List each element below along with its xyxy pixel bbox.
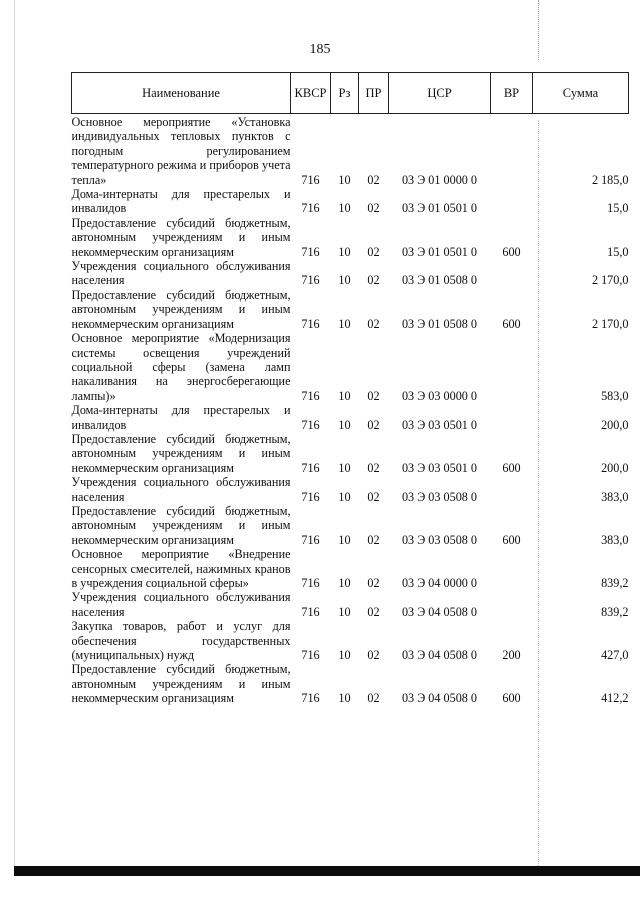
row-vr: 600 <box>502 244 521 259</box>
header-csr: ЦСР <box>389 73 491 114</box>
table-row <box>72 216 629 259</box>
row-csr: 03 Э 01 0508 0 <box>401 273 478 288</box>
row-rz: 10 <box>338 576 351 590</box>
row-kvsr: 716 <box>301 273 320 288</box>
row-kvsr: 716 <box>301 648 320 663</box>
row-kvsr: 716 <box>301 316 320 331</box>
row-csr: 03 Э 01 0501 0 <box>401 244 478 259</box>
row-csr: 03 Э 03 0000 0 <box>401 388 478 403</box>
row-pr: 02 <box>367 244 380 259</box>
row-name: Закупка товаров, работ и услуг для обеспечения государственных (муниципальных) нужд <box>71 619 291 663</box>
row-csr: 03 Э 03 0501 0 <box>401 417 478 432</box>
row-name: Основное мероприятие «Модернизация системы освещения учреждений социальной сферы (замена ламп накаливания на энергосберегающие лампы)» <box>71 331 291 403</box>
header-name: Наименование <box>72 73 291 114</box>
row-sum: 2 170,0 <box>591 273 629 288</box>
row-kvsr: 716 <box>301 489 320 504</box>
row-sum: 15,0 <box>607 201 629 216</box>
row-kvsr: 716 <box>301 691 320 706</box>
header-vr: ВР <box>491 73 533 114</box>
row-rz: 10 <box>338 388 351 403</box>
row-vr: 600 <box>502 532 521 547</box>
row-csr: 03 Э 04 0508 0 <box>401 648 478 663</box>
row-name: Дома-интернаты для престарелых и инвалидов <box>71 187 291 216</box>
row-name: Дома-интернаты для престарелых и инвалидов <box>71 403 291 432</box>
row-sum: 383,0 <box>601 532 629 547</box>
row-pr: 02 <box>367 460 380 475</box>
row-rz: 10 <box>338 648 351 663</box>
table-header-row <box>72 73 629 114</box>
table-row <box>72 504 629 547</box>
row-rz: 10 <box>338 201 351 216</box>
table-row <box>72 288 629 331</box>
row-vr: 200 <box>502 648 521 663</box>
row-pr: 02 <box>367 388 380 403</box>
row-name: Основное мероприятие «Установка индивидуальных тепловых пунктов с погодным регулированием температурного режима и приборов учета тепла» <box>71 115 291 187</box>
row-pr: 02 <box>367 532 380 547</box>
row-csr: 03 Э 03 0508 0 <box>401 532 478 547</box>
row-sum: 2 185,0 <box>591 172 629 187</box>
row-pr: 02 <box>367 172 380 187</box>
row-pr: 02 <box>367 604 380 619</box>
row-kvsr: 716 <box>301 417 320 432</box>
row-vr <box>491 114 533 188</box>
row-vr <box>491 259 533 288</box>
row-kvsr: 716 <box>301 201 320 216</box>
row-rz: 10 <box>338 172 351 187</box>
table-row <box>72 662 629 705</box>
table-row <box>72 187 629 216</box>
row-vr <box>491 331 533 403</box>
row-name: Учреждения социального обслуживания населения <box>71 259 291 288</box>
table-row <box>72 619 629 662</box>
row-vr <box>491 475 533 504</box>
row-vr: 600 <box>502 460 521 475</box>
row-rz: 10 <box>338 244 351 259</box>
row-sum: 200,0 <box>601 417 629 432</box>
row-rz: 10 <box>338 489 351 504</box>
row-name: Предоставление субсидий бюджетным, автономным учреждениям и иным некоммерческим организациям <box>71 431 291 475</box>
row-pr: 02 <box>367 417 380 432</box>
row-sum: 839,2 <box>601 576 629 590</box>
table-row <box>72 259 629 288</box>
row-rz: 10 <box>338 273 351 288</box>
row-pr: 02 <box>367 691 380 706</box>
row-name: Предоставление субсидий бюджетным, автономным учреждениям и иным некоммерческим организациям <box>71 662 291 706</box>
table-row <box>72 403 629 432</box>
page-number: 185 <box>309 42 331 57</box>
row-kvsr: 716 <box>301 604 320 619</box>
row-csr: 03 Э 04 0508 0 <box>401 691 478 706</box>
row-csr: 03 Э 01 0508 0 <box>401 316 478 331</box>
row-csr: 03 Э 03 0508 0 <box>401 489 478 504</box>
row-rz: 10 <box>338 532 351 547</box>
row-vr <box>491 547 533 590</box>
row-rz: 10 <box>338 316 351 331</box>
row-kvsr: 716 <box>301 388 320 403</box>
row-pr: 02 <box>367 316 380 331</box>
row-sum: 412,2 <box>601 691 629 706</box>
row-sum: 839,2 <box>601 604 629 619</box>
row-kvsr: 716 <box>301 172 320 187</box>
table-row <box>72 547 629 590</box>
row-name: Учреждения социального обслуживания населения <box>71 475 291 504</box>
row-sum: 200,0 <box>601 460 629 475</box>
row-name: Предоставление субсидий бюджетным, автономным учреждениям и иным некоммерческим организациям <box>71 287 291 331</box>
row-pr: 02 <box>367 201 380 216</box>
row-csr: 03 Э 04 0508 0 <box>401 604 478 619</box>
row-rz: 10 <box>338 604 351 619</box>
row-pr: 02 <box>367 273 380 288</box>
row-sum: 583,0 <box>601 388 629 403</box>
row-sum: 2 170,0 <box>591 316 629 331</box>
scan-left-edge <box>14 0 15 866</box>
row-kvsr: 716 <box>301 244 320 259</box>
row-sum: 383,0 <box>601 489 629 504</box>
header-rz: Рз <box>331 73 359 114</box>
row-rz: 10 <box>338 460 351 475</box>
row-csr: 03 Э 03 0501 0 <box>401 460 478 475</box>
row-sum: 15,0 <box>607 244 629 259</box>
row-kvsr: 716 <box>301 576 320 590</box>
row-kvsr: 716 <box>301 460 320 475</box>
row-csr: 03 Э 01 0000 0 <box>401 172 478 187</box>
row-name: Учреждения социального обслуживания населения <box>71 590 291 619</box>
row-vr: 600 <box>502 316 521 331</box>
row-name: Предоставление субсидий бюджетным, автономным учреждениям и иным некоммерческим организациям <box>71 503 291 547</box>
row-name: Предоставление субсидий бюджетным, автономным учреждениям и иным некоммерческим организациям <box>71 215 291 259</box>
row-name: Основное мероприятие «Внедрение сенсорных смесителей, нажимных кранов в учреждения социальной сферы» <box>71 547 291 590</box>
row-csr: 03 Э 01 0501 0 <box>401 201 478 216</box>
row-kvsr: 716 <box>301 532 320 547</box>
table-row <box>72 114 629 188</box>
row-pr: 02 <box>367 648 380 663</box>
header-pr: ПР <box>359 73 389 114</box>
header-sum: Сумма <box>533 73 629 114</box>
header-kvsr: КВСР <box>291 73 331 114</box>
scan-bottom-border <box>14 866 640 876</box>
row-vr <box>491 403 533 432</box>
row-pr: 02 <box>367 576 380 590</box>
table-row <box>72 590 629 619</box>
row-vr <box>491 590 533 619</box>
row-sum: 427,0 <box>601 648 629 663</box>
budget-table <box>71 72 629 706</box>
row-rz: 10 <box>338 417 351 432</box>
table-row <box>72 475 629 504</box>
row-csr: 03 Э 04 0000 0 <box>401 576 478 590</box>
row-vr <box>491 187 533 216</box>
table-row <box>72 432 629 475</box>
table-row <box>72 331 629 403</box>
row-rz: 10 <box>338 691 351 706</box>
row-pr: 02 <box>367 489 380 504</box>
row-vr: 600 <box>502 691 521 706</box>
